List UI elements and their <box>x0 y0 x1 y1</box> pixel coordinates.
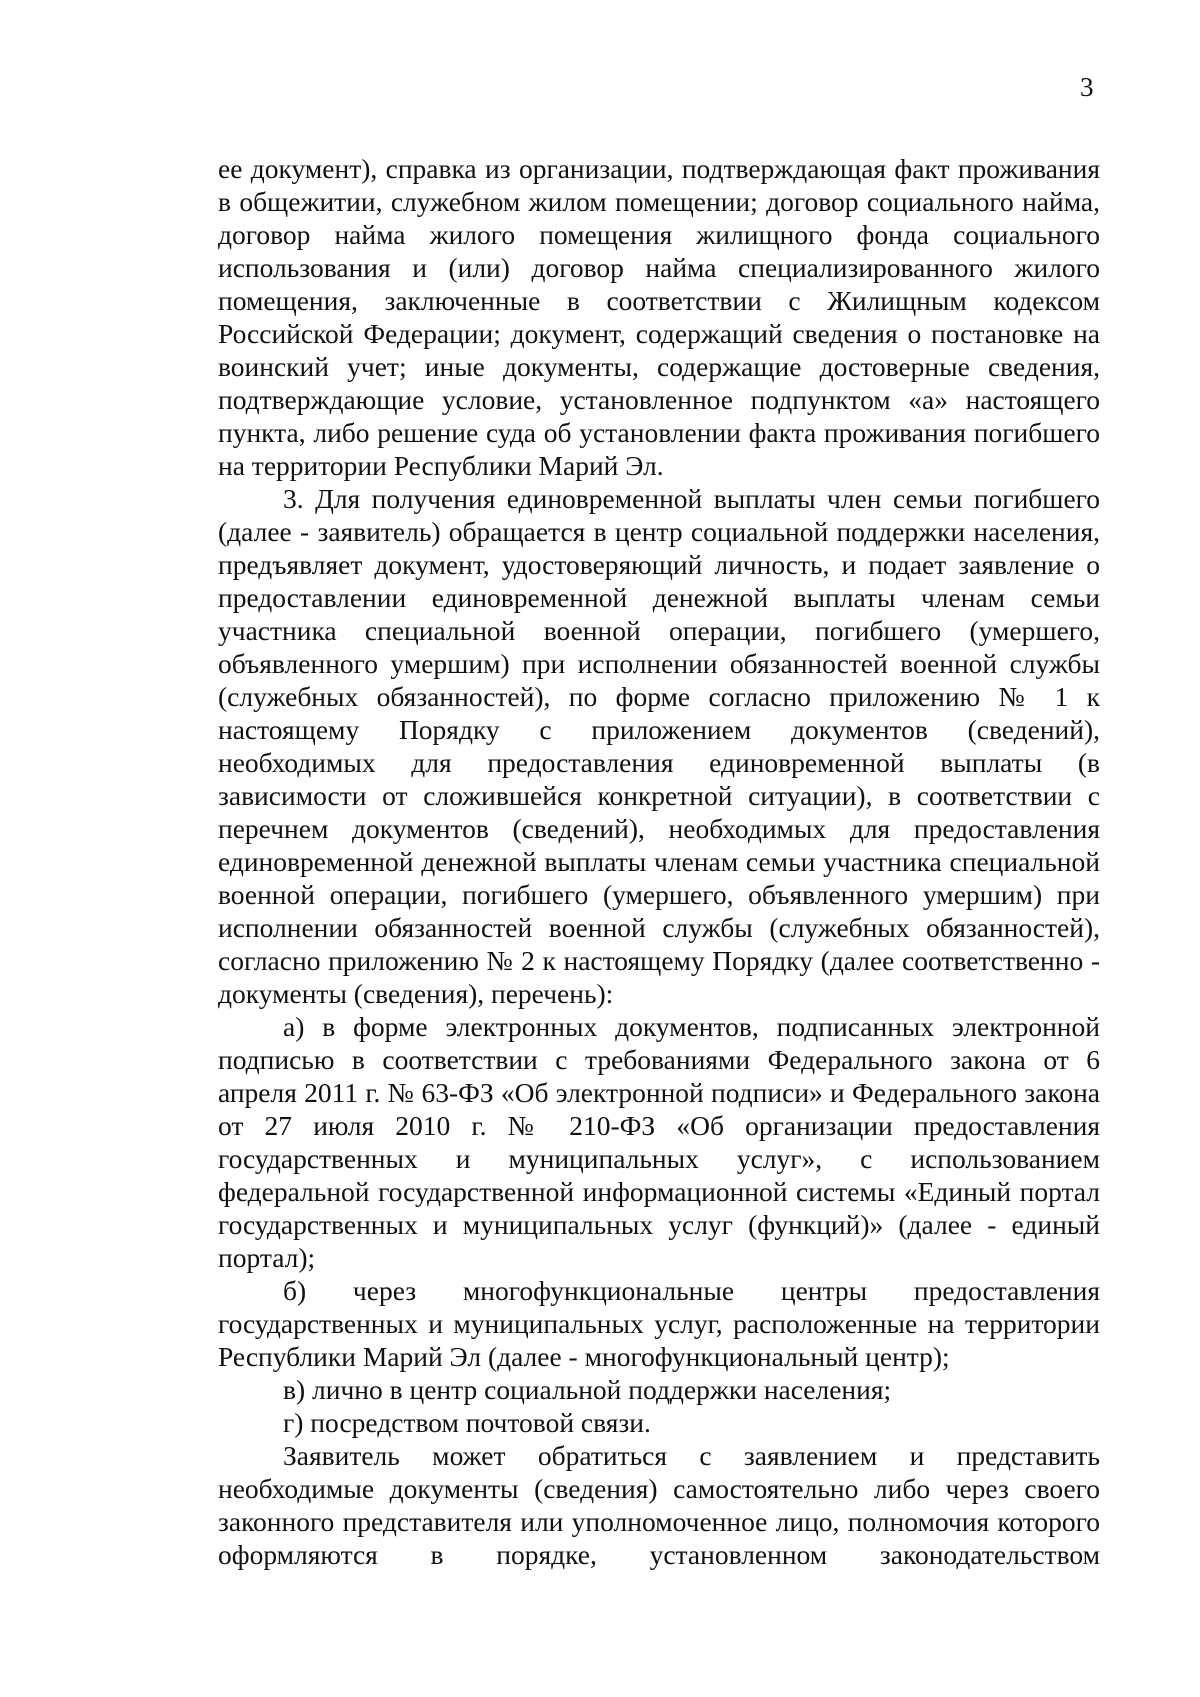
paragraph-item-3: 3. Для получения единовременной выплаты член семьи погибшего (далее - заявитель) обращается в центр социальной поддержки населения, предъявляет документ, удостоверяющий личность, и подает заявление о предоставлении единовременной денежной выплаты членам семьи участника специальной военной операции, погибшего (умершего, объявленного умершим) при исполнении обязанностей военной службы (служебных обязанностей), по форме согласно приложению № 1 к настоящему Порядку с приложением документов (сведений), необходимых для предоставления единовременной выплаты (в зависимости от сложившейся конкретной ситуации), в соответствии с перечнем документов (сведений), необходимых для предоставления единовременной денежной выплаты членам семьи участника специальной военной операции, погибшего (умершего, объявленного умершим) при исполнении обязанностей военной службы (служебных обязанностей), согласно приложению № 2 к настоящему Порядку (далее соответственно - документы (сведения), перечень): <box>218 483 1100 1009</box>
paragraph-subitem-g: г) посредством почтовой связи. <box>283 1407 651 1438</box>
document-body <box>218 152 1100 1571</box>
paragraph-applicant: Заявитель может обратиться с заявлением и представить необходимые документы (сведения) самостоятельно либо через своего законного представителя или уполномоченное лицо, полномочия которого оформляются в порядке, установленном законодательством <box>218 1440 1100 1570</box>
page-number: 3 <box>1080 72 1094 102</box>
paragraph-subitem-a: а) в форме электронных документов, подписанных электронной подписью в соответствии с требованиями Федерального закона от 6 апреля 2011 г. № 63-ФЗ «Об электронной подписи» и Федерального закона от 27 июля 2010 г. № 210-ФЗ «Об организации предоставления государственных и муниципальных услуг», с использованием федеральной государственной информационной системы «Единый портал государственных и муниципальных услуг (функций)» (далее - единый портал); <box>218 1011 1100 1273</box>
paragraph-subitem-v: в) лично в центр социальной поддержки населения; <box>283 1374 892 1405</box>
paragraph-housing-documents: ее документ), справка из организации, подтверждающая факт проживания в общежитии, служебном жилом помещении; договор социального найма, договор найма жилого помещения жилищного фонда социального использования и (или) договор найма специализированного жилого помещения, заключенные в соответствии с Жилищным кодексом Российской Федерации; документ, содержащий сведения о постановке на воинский учет; иные документы, содержащие достоверные сведения, подтверждающие условие, установленное подпунктом «а» настоящего пункта, либо решение суда об установлении факта проживания погибшего на территории Республики Марий Эл. <box>218 153 1100 481</box>
paragraph-subitem-b: б) через многофункциональные центры предоставления государственных и муниципальных услуг, расположенные на территории Республики Марий Эл (далее - многофункциональный центр); <box>218 1275 1100 1372</box>
